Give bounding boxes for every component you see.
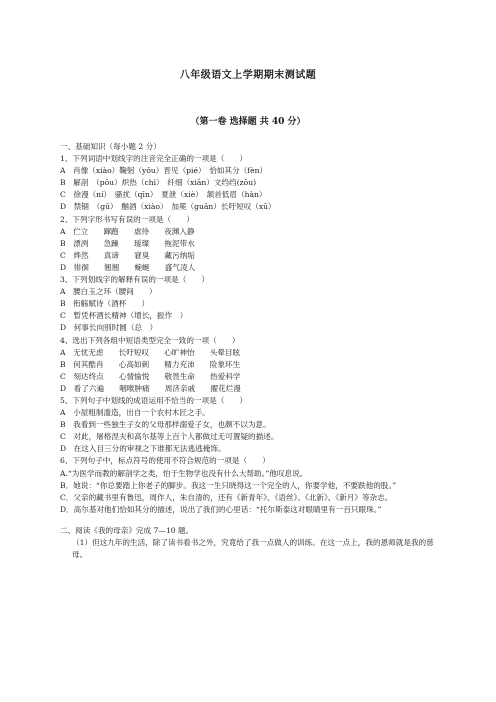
option-line: D 何事长向别时圆（总 ） — [60, 323, 158, 333]
option-line: D 在这入目三分的审视之下谁都无法逃逃掩饰。 — [60, 444, 226, 454]
option-line: C 对此，屠格涅夫和高尔基等上百个人都做过无可置疑的描述。 — [60, 432, 279, 442]
option-line: B 我看到一些独生子女的父母那样溺爱子女，也颇不以为意。 — [60, 420, 271, 430]
question-line: 2、下列字形书写有误的一项是（ ） — [60, 214, 194, 224]
option-line: A 无忧无虑 长吁短叹 心旷神怡 头晕目眩 — [60, 347, 241, 357]
option-line: D 看了六遍 咽喉肿痛 周济亲戚 擢花烂漫 — [60, 383, 241, 393]
option-line: D 徘徊 翘翘 蜿蜒 盛气凌人 — [60, 262, 196, 272]
option-line: D 禁锢 （gū） 酗酒（xiào） 加冕（guān）长吁短叹（xū） — [60, 202, 276, 212]
option-line: B 何其酷肖 心高如刺 精力充沛 险象环生 — [60, 359, 241, 369]
option-line: B 解剖 （pōu）炽热（chì） 纤细（xiān）文绉绉(zōu) — [60, 178, 257, 188]
option-paragraph: B．她说：“你总要踏上你老子的脚步。我这一生只晓得这一个完全的人，你要学他，不要跌他的股。” — [60, 480, 397, 490]
section-heading: 一、基础知识（每小题 2 分） — [60, 142, 161, 151]
exam-subtitle: （第一卷 选择题 共 40 分） — [190, 117, 306, 127]
question-line: 1、下列词语中划线字的注音完全正确的一项是（ ） — [60, 154, 248, 164]
option-line: A 腰白玉之环（腰间 ） — [60, 287, 157, 297]
question-line: 5、下列句子中划线的成语运用不恰当的一项是（ ） — [60, 395, 248, 405]
option-paragraph: D．高尔基对他们恰如其分的描述，说出了我们的心里话：“托尔斯泰这对眼睛里有一百只眼珠。” — [60, 504, 382, 514]
reading-paragraph: （1）但这九年的生活，除了读书看书之外，究竟给了我一点做人的训练。在这一点上，我的恩师就是我的慈母。 — [72, 538, 434, 560]
option-paragraph: A.“为医学而教的解剖学之类，怕于生物学也没有什么大帮助。”他叹息说。 — [60, 468, 308, 478]
section-spacer — [60, 516, 440, 525]
option-line: C 徐漫（ní） 骚扰（qīn） 夏泄（xiè） 颔首低眉（hàn） — [60, 190, 267, 200]
option-line: A 伫立 蹿跑 虐待 夜渊入静 — [60, 226, 195, 236]
question-line: 4、选出下列各组中短语类型完全一致的一项（ ） — [60, 335, 240, 345]
question-line: 6、下列句子中，标点符号的使用不符合规范的一项是（ ） — [60, 456, 270, 466]
option-line: C 刻达终点 心情愉悦 敬畏生命 热爱科学 — [60, 371, 241, 381]
option-line: C 烨然 真谛 窘臭 藏污纳垢 — [60, 250, 195, 260]
option-line: B 衔觞赋诗（酒杯 ） — [60, 299, 150, 309]
option-paragraph: C．父亲的藏书里有鲁迅，周作人，朱自清的，还有《新青年》、《语丝》、《北新》、《新月》等杂志。 — [60, 492, 393, 502]
exam-content — [60, 141, 440, 561]
option-line: C 暂凭杯酒长精神（增长，振作 ） — [60, 311, 188, 321]
exam-title: 八年级语文上学期期末测试题 — [179, 70, 317, 81]
question-line: 3、下列划线字的解释有误的一项是（ ） — [60, 275, 210, 285]
option-line: A 肖像（xiào）鞠躬（yǒu）晋见（pié） 恰如其分（fèn） — [60, 166, 268, 176]
option-line: B 漂洌 急躁 瑷璨 拖泥带水 — [60, 238, 195, 248]
option-line: A 小屋粗制滥造，出自一个农村木匠之手。 — [60, 408, 210, 418]
section-heading: 二、阅读《我的母亲》完成 7—10 题。 — [60, 525, 194, 535]
